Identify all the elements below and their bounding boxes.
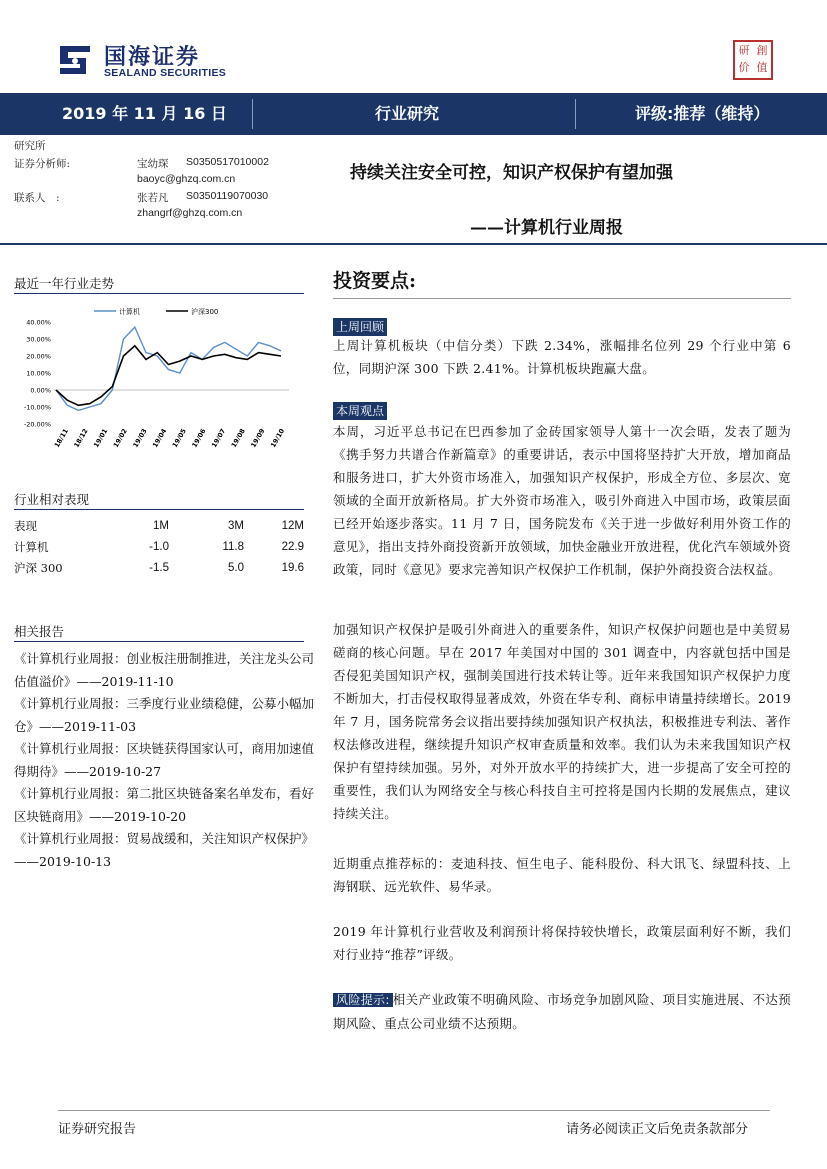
series-line-computer [56, 327, 281, 410]
perf-table [14, 515, 304, 578]
x-tick-label: 19/02 [111, 427, 129, 449]
risk-text: 相关产业政策不明确风险、市场竞争加剧风险、项目实施进展、不达预期风险、重点公司业绩不达预期。 [333, 992, 791, 1031]
footer-rule [58, 1110, 770, 1111]
list-item[interactable]: 《计算机行业周报：区块链获得国家认可，商用加速值得期待》——2019-10-27 [14, 741, 315, 779]
para-rating: 2019 年计算机行业营收及利润预计将保持较快增长，政策层面利好不断，我们对行业持“推荐”评级。 [333, 924, 791, 962]
sealand-logo-icon [56, 42, 94, 78]
perf-col-header: 1M [153, 519, 169, 532]
y-tick-label: 0.00% [30, 386, 51, 395]
x-tick-label: 19/10 [269, 427, 287, 449]
rating: 评级:推荐（维持） [635, 104, 770, 123]
x-tick-label: 19/07 [210, 427, 228, 449]
section-rule [333, 298, 791, 299]
perf-col-header: 12M [281, 519, 304, 532]
x-tick-label: 19/03 [131, 427, 149, 449]
y-tick-label: -20.00% [23, 420, 51, 429]
report-date: 2019 年 11 月 16 日 [62, 104, 227, 123]
contact-name: 张若凡 [137, 192, 169, 204]
list-item[interactable]: 《计算机行业周报：三季度行业业绩稳健，公募小幅加仓》——2019-11-03 [14, 696, 315, 734]
legend-label-a: 计算机 [119, 308, 140, 316]
x-tick-label: 18/11 [52, 427, 70, 449]
report-subtitle: ——计算机行业周报 [470, 218, 623, 238]
list-item[interactable]: 《计算机行业周报：贸易战缓和，关注知识产权保护》——2019-10-13 [14, 831, 315, 869]
x-tick-label: 19/06 [190, 427, 208, 449]
perf-col-header: 表现 [14, 518, 37, 533]
seal-char: 价 [738, 61, 750, 74]
contact-id: S0350119070030 [186, 190, 269, 202]
para-picks: 近期重点推荐标的：麦迪科技、恒生电子、能科股份、科大讯飞、绿盟科技、上海钢联、远光软件、易华录。 [333, 856, 791, 894]
perf-cell: 5.0 [228, 561, 244, 574]
legend-label-b: 沪深300 [191, 308, 219, 316]
x-tick-label: 18/12 [72, 427, 90, 449]
perf-header-row [14, 515, 304, 536]
section-rule [14, 293, 304, 294]
contact-email[interactable]: zhangrf@ghzq.com.cn [137, 207, 243, 219]
y-tick-label: 30.00% [26, 335, 51, 344]
report-type: 行业研究 [375, 104, 440, 123]
logo-cn-text: 国海证券 [104, 45, 201, 70]
para-view-1: 本周，习近平总书记在巴西参加了金砖国家领导人第十一次会晤，发表了题为《携手努力共谱合作新篇章》的重要讲话，表示中国将坚持扩大开放，增加商品和服务进口，扩大外资市场准入，加强知识产权保护，形成全方位、多层次、宽领域的全面开放新格局。扩大外资市场准入，吸引外商进入中国市场，政策层面已经开始逐步落实。11 月 7 日，国务院发布《关于进一步做好利用外资工作的意见》，指出支持外商投资新开放领域，加快金融业开放进程，优化汽车领域外资政策，同时《意见》要求完善知识产权保护工作机制，保护外商投资合法权益。 [333, 424, 791, 577]
y-tick-label: 40.00% [26, 318, 51, 327]
list-item[interactable]: 《计算机行业周报：创业板注册制推进，关注龙头公司估值溢价》——2019-11-10 [14, 651, 315, 689]
perf-col-header: 3M [228, 519, 244, 532]
para-view-2: 加强知识产权保护是吸引外商进入的重要条件，知识产权保护问题也是中美贸易磋商的核心问题。早在 2017 年美国对中国的 301 调查中，内容就包括中国是否侵犯美国知识产权，强制美国进行技术转让等。近年来我国知识产权保护力度不断加大，打击侵权取得显著成效，外资在华专利、商标申请量持续增长。2019 年 7 月，国务院常务会议指出要持续加强知识产权执法，积极推进专利法、著作权法修改进程，继续提升知识产权审查质量和效率。我们认为未来我国知识产权保护有望持续加强。另外，对外开放水平的持续扩大，进一步提高了安全可控的重要性，我们认为网络安全与核心科技自主可控将是国内长期的发展焦点，建议持续关注。 [333, 622, 791, 821]
reports-heading: 相关报告 [14, 624, 65, 639]
section-rule [14, 509, 304, 510]
seal-stamp [733, 40, 773, 80]
seal-char: 創 [756, 44, 768, 57]
y-tick-label: -10.00% [23, 403, 51, 412]
perf-cell: -1.5 [149, 561, 169, 574]
banner-divider [575, 99, 576, 129]
contact-label: 联系人 : [14, 192, 60, 204]
seal-char: 研 [738, 44, 750, 57]
section-rule [14, 641, 304, 642]
perf-cell: 计算机 [14, 539, 49, 554]
chart-legend [94, 307, 218, 316]
report-title: 持续关注安全可控，知识产权保护有望加强 [350, 163, 673, 183]
trend-heading: 最近一年行业走势 [14, 276, 115, 291]
x-tick-label: 19/04 [151, 427, 169, 449]
perf-cell: 19.6 [281, 561, 304, 574]
related-reports-list [14, 648, 314, 873]
risk-tag: 风险提示: [333, 993, 393, 1007]
x-tick-label: 19/08 [229, 427, 247, 449]
perf-cell: -1.0 [149, 540, 169, 553]
analyst-name: 宝幼琛 [137, 158, 169, 170]
perf-cell: 沪深 300 [14, 560, 63, 575]
footer-disclaimer: 请务必阅读正文后免责条款部分 [566, 1122, 749, 1137]
footer-left: 证券研究报告 [58, 1122, 137, 1137]
list-item[interactable]: 《计算机行业周报：第二批区块链备案名单发布，看好区块链商用》——2019-10-20 [14, 786, 315, 824]
logo-en-text: SEALAND SECURITIES [104, 67, 227, 79]
x-tick-label: 19/05 [170, 427, 188, 449]
table-row [14, 557, 304, 578]
analyst-id: S0350517010002 [186, 156, 269, 168]
investment-heading: 投资要点: [333, 270, 417, 292]
header-banner [0, 93, 827, 135]
perf-cell: 11.8 [222, 540, 244, 553]
series-line-hs300 [56, 346, 281, 406]
perf-cell: 22.9 [281, 540, 304, 553]
trend-chart [14, 300, 304, 460]
dept-label: 研究所 [14, 140, 46, 152]
table-row [14, 536, 304, 557]
seal-char: 值 [756, 61, 768, 74]
y-tick-label: 10.00% [26, 369, 51, 378]
tag-this-week: 本周观点 [333, 402, 387, 420]
tag-last-week: 上周回顾 [333, 318, 387, 336]
analyst-label: 证券分析师: [14, 158, 71, 170]
y-tick-label: 20.00% [26, 352, 51, 361]
banner-divider [252, 99, 253, 129]
x-tick-label: 19/09 [249, 427, 267, 449]
para-last-week: 上周计算机板块（中信分类）下跌 2.34%，涨幅排名位列 29 个行业中第 6 位，同期沪深 300 下跌 2.41%。计算机板块跑赢大盘。 [333, 338, 791, 376]
header-rule [0, 243, 827, 245]
risk-block [333, 988, 791, 1035]
perf-heading: 行业相对表现 [14, 492, 90, 507]
analyst-email[interactable]: baoyc@ghzq.com.cn [137, 173, 236, 185]
x-tick-label: 19/01 [92, 427, 110, 449]
